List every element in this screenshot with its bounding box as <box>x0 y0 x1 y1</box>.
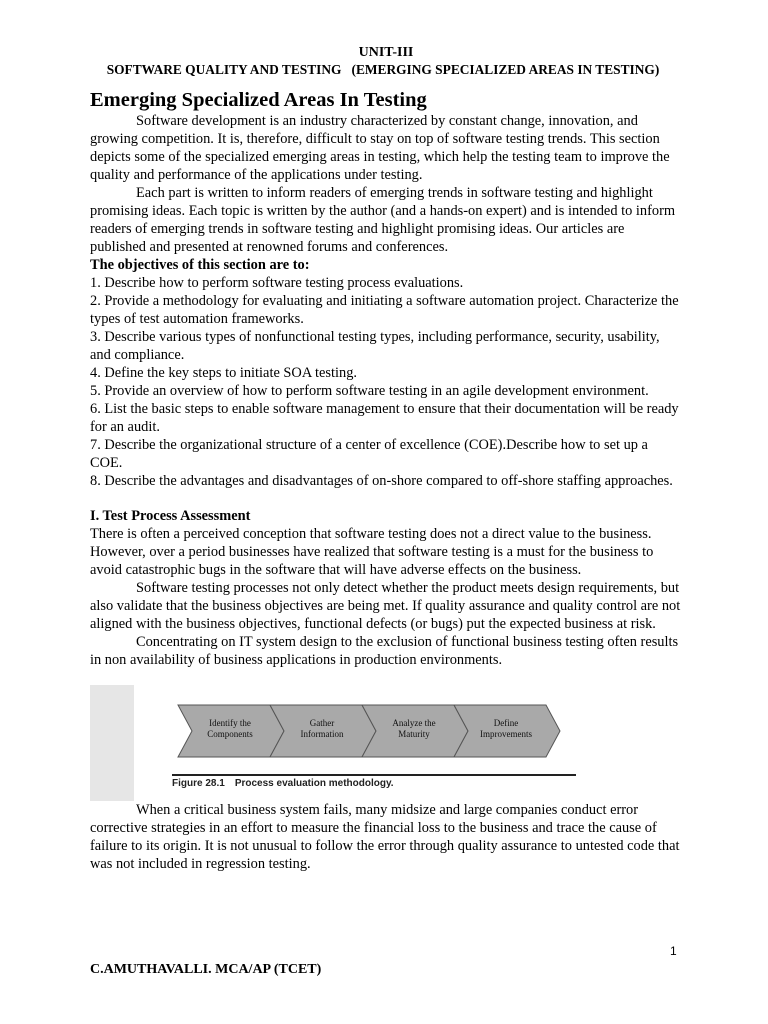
list-item: 3. Describe various types of nonfunctional testing types, including performance, security, usability, and compliance. <box>90 329 660 363</box>
process-step-label: Analyze the <box>392 718 436 728</box>
objectives-heading: The objectives of this section are to: <box>90 257 310 273</box>
process-step-label: Identify the <box>209 718 251 728</box>
figure-caption <box>172 778 394 789</box>
section-paragraph-1: There is often a perceived conception that software testing does not a direct value to the business. However, over a period businesses have realized that software testing is a must for the business to avoid catastrophic bugs in the software that will have adverse effects on the business. <box>90 526 654 578</box>
objectives-list <box>90 274 682 490</box>
list-item: 2. Provide a methodology for evaluating and initiating a software automation project. Characterize the types of test automation frameworks. <box>90 293 679 327</box>
list-item: 6. List the basic steps to enable software management to ensure that their documentation will be ready for an audit. <box>90 401 679 435</box>
process-step-label: Gather <box>309 718 335 728</box>
list-item: 7. Describe the organizational structure of a center of excellence (COE).Describe how to set up a COE. <box>90 437 648 471</box>
footer-author: C.AMUTHAVALLI. MCA/AP (TCET) <box>90 962 322 977</box>
figure-caption-text: Process evaluation methodology. <box>234 778 394 789</box>
process-step-label: Define <box>493 718 519 728</box>
process-step-label: Maturity <box>398 729 430 739</box>
intro-paragraph-1: Software development is an industry characterized by constant change, innovation, and growing competition. It is, therefore, difficult to stay on top of software testing trends. This section depicts some of the specialized emerging areas in testing, which help the testing team to improve the quality and performance of the applications under testing. <box>90 113 670 183</box>
section-paragraph-2: Software testing processes not only detect whether the product meets design requirements, but also validate that the business objectives are being met. If quality assurance and quality control are not aligned with the business objectives, functional defects (or bugs) put the expected business at risk. <box>90 580 681 632</box>
section-paragraph-3: Concentrating on IT system design to the exclusion of functional business testing often results in non availability of business applications in production environments. <box>90 634 679 668</box>
page-title: Emerging Specialized Areas In Testing <box>90 89 427 111</box>
figure-label: Figure 28.1 <box>172 778 225 789</box>
list-item: 5. Provide an overview of how to perform software testing in an agile development environment. <box>90 383 649 399</box>
subject-title: SOFTWARE QUALITY AND TESTING (EMERGING SPECIALIZED AREAS IN TESTING) <box>106 62 660 77</box>
process-step-label: Information <box>300 729 344 739</box>
list-item: 8. Describe the advantages and disadvantages of on-shore compared to off-shore staffing approaches. <box>90 473 673 489</box>
page-body <box>90 44 682 873</box>
page-number: 1 <box>670 944 677 958</box>
list-item: 4. Define the key steps to initiate SOA testing. <box>90 365 357 381</box>
process-figure <box>90 685 690 801</box>
after-figure-paragraph: When a critical business system fails, many midsize and large companies conduct error corrective strategies in an effort to measure the financial loss to the business and trace the cause of failure to its origin. It is not unusual to follow the error through quality assurance to untested code that was not included in regression testing. <box>90 802 680 872</box>
intro-paragraph-2: Each part is written to inform readers of emerging trends in software testing and highlight promising ideas. Each topic is written by the author (and a hands-on expert) and is intended to inform readers of emerging trends in software testing and highlight promising ideas. Our articles are published and presented at renowned forums and conferences. <box>90 185 676 255</box>
list-item: 1. Describe how to perform software testing process evaluations. <box>90 275 464 291</box>
section-heading: I. Test Process Assessment <box>90 508 251 524</box>
process-step-label: Components <box>207 729 253 739</box>
unit-label: UNIT-III <box>358 45 414 60</box>
process-step-label: Improvements <box>480 729 532 739</box>
